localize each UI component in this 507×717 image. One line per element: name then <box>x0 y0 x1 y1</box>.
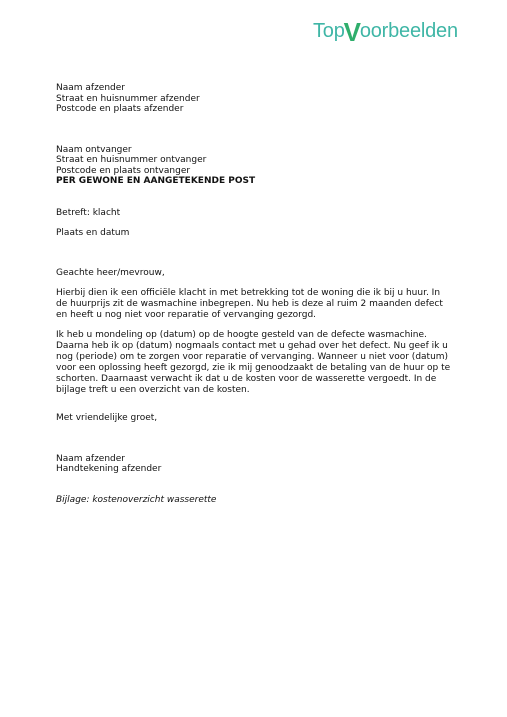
logo-checkmark-v: V <box>343 17 361 47</box>
delivery-method: PER GEWONE EN AANGETEKENDE POST <box>56 176 256 186</box>
place-date: Plaats en datum <box>56 228 130 238</box>
recipient-street: Straat en huisnummer ontvanger <box>56 155 207 165</box>
paragraph-1: Hierbij dien ik een officiële klacht in met betrekking tot de woning die ik bij u huur. In de huurprijs zit de wasmachine inbegrepen. Nu heb is deze al ruim 2 maanden defect en heeft u nog niet voor reparatie of vervanging gezorgd. <box>56 288 443 320</box>
logo-text-rest: oorbeelden <box>359 20 458 42</box>
sender-street: Straat en huisnummer afzender <box>56 94 200 104</box>
paragraph-2: Ik heb u mondeling op (datum) op de hoogte gesteld van de defecte wasmachine. Daarna heb ik op (datum) nogmaals contact met u gehad over het defect. Nu geef ik u nog (periode) om te zorgen voor reparatie of vervanging. Wanneer u niet voor (datum) voor een oplossing heeft gezorgd, zie ik mij genoodzaakt de betaling van de huur op te schorten. Daarnaast verwacht ik dat u de kosten voor de wasserette vergoedt. In de bijlage treft u een overzicht van de kosten. <box>56 330 451 395</box>
recipient-name: Naam ontvanger <box>56 145 132 155</box>
closing: Met vriendelijke groet, <box>56 413 158 423</box>
salutation: Geachte heer/mevrouw, <box>56 268 165 278</box>
brand-logo <box>313 17 458 47</box>
attachment-note: Bijlage: kostenoverzicht wasserette <box>56 495 217 505</box>
logo-text-top: Top <box>313 20 345 42</box>
sender-name: Naam afzender <box>56 83 125 93</box>
signature-line: Handtekening afzender <box>56 464 162 474</box>
subject-line: Betreft: klacht <box>56 208 121 218</box>
recipient-city: Postcode en plaats ontvanger <box>56 166 191 176</box>
sender-city: Postcode en plaats afzender <box>56 104 184 114</box>
signature-name: Naam afzender <box>56 454 125 464</box>
